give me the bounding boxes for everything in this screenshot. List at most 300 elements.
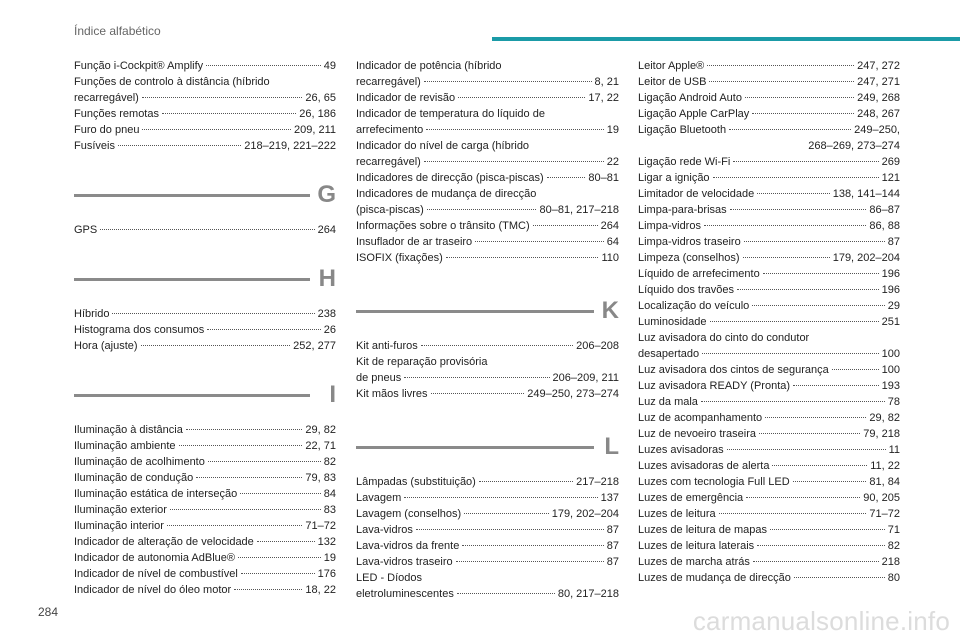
index-entry[interactable] bbox=[356, 106, 619, 138]
index-entry-term: Luminosidade bbox=[638, 316, 707, 328]
index-entry[interactable] bbox=[638, 442, 900, 458]
index-entry-term: Iluminação exterior bbox=[74, 504, 167, 516]
index-column-2 bbox=[356, 58, 619, 602]
index-entry-pages[interactable]: 249–250, 273–274 bbox=[527, 388, 619, 400]
index-entry[interactable] bbox=[638, 282, 900, 298]
index-entry-leader-row bbox=[356, 474, 619, 490]
index-entry-leader-row bbox=[638, 170, 900, 186]
leader-dots bbox=[719, 513, 867, 514]
index-entry-leader-row bbox=[638, 106, 900, 122]
index-entry-leader-row bbox=[356, 122, 619, 138]
index-entry-pages[interactable]: 19 bbox=[606, 124, 619, 136]
index-entry-leader-row bbox=[74, 338, 336, 354]
index-entry-pages[interactable]: 83 bbox=[323, 504, 336, 516]
index-entry-leader-row bbox=[356, 554, 619, 570]
index-entry-term: Iluminação à distância bbox=[74, 424, 183, 436]
index-entry-leader-row bbox=[638, 378, 900, 394]
index-entry-pages[interactable]: 26, 65 bbox=[305, 92, 336, 104]
index-entry-pages[interactable]: 196 bbox=[881, 268, 900, 280]
index-entry-pages[interactable]: 179, 202–204 bbox=[832, 252, 900, 264]
index-entry-leader-row bbox=[356, 538, 619, 554]
index-entry-term: Informações sobre o trânsito (TMC) bbox=[356, 220, 530, 232]
index-entry-term: Limpa-para-brisas bbox=[638, 204, 727, 216]
index-entry[interactable] bbox=[638, 202, 900, 218]
leader-dots bbox=[547, 177, 586, 178]
index-entry-pages[interactable]: 87 bbox=[606, 556, 619, 568]
index-entry[interactable] bbox=[356, 386, 619, 402]
index-entry[interactable] bbox=[356, 218, 619, 234]
index-entry-term: Insuflador de ar traseiro bbox=[356, 236, 473, 248]
leader-dots bbox=[730, 209, 867, 210]
section-letter: L bbox=[604, 433, 619, 460]
index-entry[interactable] bbox=[638, 74, 900, 90]
index-entry-leader-row bbox=[638, 346, 900, 362]
index-entry-leader-row bbox=[638, 90, 900, 106]
index-entry-leader-row bbox=[638, 522, 900, 538]
index-entry-text-line: LED - Díodos bbox=[356, 572, 423, 584]
index-entry-leader-row bbox=[638, 570, 900, 586]
index-entry-term: Luzes de leitura laterais bbox=[638, 540, 755, 552]
index-entry-leader-row bbox=[638, 506, 900, 522]
leader-dots bbox=[794, 577, 885, 578]
section-letter: G bbox=[317, 181, 336, 208]
leader-dots bbox=[141, 345, 291, 346]
index-entry-pages[interactable]: 132 bbox=[317, 536, 336, 548]
leader-dots bbox=[142, 97, 303, 98]
index-entry-pages[interactable]: 90, 205 bbox=[863, 492, 900, 504]
index-entry-term: Luzes avisadoras de alerta bbox=[638, 460, 770, 472]
index-entry-pages[interactable]: 71–72 bbox=[305, 520, 336, 532]
leader-dots bbox=[404, 497, 597, 498]
index-entry[interactable] bbox=[638, 538, 900, 554]
index-entry[interactable] bbox=[74, 502, 336, 518]
index-entry-term: eletroluminescentes bbox=[356, 588, 454, 600]
index-entry-pages[interactable]: 86–87 bbox=[869, 204, 900, 216]
index-entry-pages[interactable]: 179, 202–204 bbox=[551, 508, 619, 520]
index-entry[interactable] bbox=[74, 222, 336, 238]
index-entry-pages[interactable]: 87 bbox=[606, 540, 619, 552]
index-entry-text-line: Funções de controlo à distância (híbrido bbox=[74, 76, 270, 88]
index-entry-term: Iluminação de acolhimento bbox=[74, 456, 205, 468]
index-entry-pages[interactable]: 82 bbox=[323, 456, 336, 468]
index-entry-pages[interactable]: 22 bbox=[606, 156, 619, 168]
index-entry-pages[interactable]: 18, 22 bbox=[305, 584, 336, 596]
index-entry-pages[interactable]: 19 bbox=[323, 552, 336, 564]
leader-dots bbox=[701, 401, 885, 402]
index-entry-pages[interactable]: 29 bbox=[887, 300, 900, 312]
index-entry[interactable] bbox=[356, 506, 619, 522]
index-entry[interactable] bbox=[638, 410, 900, 426]
index-entry-term: Líquido dos travões bbox=[638, 284, 735, 296]
index-entry-term: Histograma dos consumos bbox=[74, 324, 205, 336]
letter-section-header bbox=[356, 294, 619, 328]
index-entry-pages[interactable]: 249–250, bbox=[854, 124, 900, 136]
index-entry-leader-row bbox=[356, 386, 619, 402]
index-entry[interactable] bbox=[638, 170, 900, 186]
index-entry[interactable] bbox=[638, 58, 900, 74]
index-entry-term: Leitor de USB bbox=[638, 76, 707, 88]
index-entry-pages[interactable]: 264 bbox=[600, 220, 619, 232]
index-entry-leader-row bbox=[356, 154, 619, 170]
index-entry-term: Leitor Apple® bbox=[638, 60, 705, 72]
index-entry-term: Indicador de alteração de velocidade bbox=[74, 536, 254, 548]
header-accent-bar bbox=[492, 37, 960, 41]
leader-dots bbox=[238, 557, 321, 558]
index-entry[interactable] bbox=[74, 582, 336, 598]
leader-dots bbox=[737, 289, 879, 290]
index-entry-term: Limpa-vidros traseiro bbox=[638, 236, 741, 248]
leader-dots bbox=[763, 273, 879, 274]
index-entry-leader-row bbox=[356, 74, 619, 90]
leader-dots bbox=[206, 65, 321, 66]
leader-dots bbox=[744, 241, 885, 242]
leader-dots bbox=[757, 193, 830, 194]
index-entry-pages[interactable]: 269 bbox=[881, 156, 900, 168]
index-entry[interactable] bbox=[638, 154, 900, 170]
index-entry[interactable] bbox=[74, 338, 336, 354]
index-entry-leader-row bbox=[638, 426, 900, 442]
leader-dots bbox=[462, 545, 603, 546]
index-entry-text-line: Indicador de temperatura do líquido de bbox=[356, 108, 545, 120]
index-entry-pages[interactable]: 11 bbox=[888, 444, 900, 456]
index-entry[interactable] bbox=[638, 106, 900, 122]
index-entry-pages[interactable]: 217–218 bbox=[576, 476, 619, 488]
index-entry[interactable] bbox=[356, 338, 619, 354]
index-entry-leader-row bbox=[638, 186, 900, 202]
index-entry[interactable] bbox=[356, 538, 619, 554]
index-entry[interactable] bbox=[356, 570, 619, 602]
index-entry[interactable] bbox=[74, 534, 336, 550]
leader-dots bbox=[208, 461, 321, 462]
index-entry[interactable] bbox=[74, 138, 336, 154]
leader-dots bbox=[765, 417, 866, 418]
index-entry-term: Indicador de nível do óleo motor bbox=[74, 584, 232, 596]
index-entry[interactable] bbox=[356, 554, 619, 570]
index-entry[interactable] bbox=[356, 186, 619, 218]
index-entry-term: Luz da mala bbox=[638, 396, 698, 408]
index-entry-pages[interactable]: 218 bbox=[881, 556, 900, 568]
index-entry-leader-row bbox=[638, 58, 900, 74]
page-header-title: Índice alfabético bbox=[74, 24, 161, 38]
index-entry[interactable] bbox=[74, 518, 336, 534]
index-entry-pages[interactable]: 80–81 bbox=[588, 172, 619, 184]
index-entry-pages[interactable]: 110 bbox=[601, 252, 619, 264]
leader-dots bbox=[404, 377, 549, 378]
index-entry-term: Lâmpadas (substituição) bbox=[356, 476, 476, 488]
index-entry-pages[interactable]: 206–208 bbox=[576, 340, 619, 352]
index-entry-text-line: Indicador de potência (híbrido bbox=[356, 60, 502, 72]
index-entry-term: recarregável) bbox=[356, 76, 421, 88]
index-entry[interactable] bbox=[356, 250, 619, 266]
index-entry-pages[interactable]: 249, 268 bbox=[857, 92, 900, 104]
index-entry[interactable] bbox=[74, 306, 336, 322]
index-entry[interactable] bbox=[74, 74, 336, 106]
index-entry[interactable] bbox=[356, 90, 619, 106]
index-entry-leader-row bbox=[638, 122, 900, 138]
letter-divider-rule bbox=[74, 394, 310, 397]
leader-dots bbox=[745, 97, 854, 98]
index-entry[interactable] bbox=[74, 550, 336, 566]
leader-dots bbox=[162, 113, 296, 114]
index-entry-leader-row bbox=[638, 394, 900, 410]
index-entry-pages[interactable]: 206–209, 211 bbox=[552, 372, 619, 384]
leader-dots bbox=[170, 509, 321, 510]
index-entry[interactable] bbox=[74, 486, 336, 502]
index-entry[interactable] bbox=[356, 170, 619, 186]
index-entry[interactable] bbox=[74, 454, 336, 470]
index-entry-leader-row bbox=[638, 442, 900, 458]
index-entry-leader-row bbox=[74, 222, 336, 238]
index-entry-leader-row bbox=[74, 566, 336, 582]
index-entry-leader-row bbox=[638, 490, 900, 506]
index-entry-pages[interactable]: 79, 83 bbox=[305, 472, 336, 484]
index-entry-pages[interactable]: 193 bbox=[881, 380, 900, 392]
letter-section-header bbox=[74, 262, 336, 296]
index-entry-leader-row bbox=[356, 234, 619, 250]
section-letter: I bbox=[329, 381, 336, 408]
index-entry-pages[interactable]: 17, 22 bbox=[588, 92, 619, 104]
index-entry[interactable] bbox=[638, 330, 900, 362]
index-entry-leader-row bbox=[638, 298, 900, 314]
leader-dots bbox=[118, 145, 241, 146]
index-entry[interactable] bbox=[638, 474, 900, 490]
index-entry-term: Fusíveis bbox=[74, 140, 115, 152]
index-entry-term: Lavagem (conselhos) bbox=[356, 508, 462, 520]
letter-section-header bbox=[74, 178, 336, 212]
index-entry[interactable] bbox=[356, 474, 619, 490]
leader-dots bbox=[167, 525, 303, 526]
index-entry-leader-row bbox=[74, 106, 336, 122]
index-entry-term: Iluminação de condução bbox=[74, 472, 194, 484]
index-entry-term: Ligação rede Wi-Fi bbox=[638, 156, 731, 168]
index-entry-leader-row bbox=[74, 58, 336, 74]
index-entry[interactable] bbox=[638, 362, 900, 378]
index-entry-leader-row bbox=[638, 266, 900, 282]
index-entry[interactable] bbox=[638, 506, 900, 522]
index-entry-pages[interactable]: 196 bbox=[881, 284, 900, 296]
leader-dots bbox=[753, 561, 879, 562]
index-entry-term: arrefecimento bbox=[356, 124, 424, 136]
index-entry-term: ISOFIX (fixações) bbox=[356, 252, 443, 264]
index-entry-leader-row bbox=[74, 486, 336, 502]
index-entry[interactable] bbox=[356, 354, 619, 386]
index-entry[interactable] bbox=[74, 322, 336, 338]
index-entry[interactable] bbox=[638, 394, 900, 410]
index-entry[interactable] bbox=[638, 90, 900, 106]
index-entry-pages[interactable]: 71–72 bbox=[869, 508, 900, 520]
index-entry-text-line: Kit de reparação provisória bbox=[356, 356, 488, 368]
leader-dots bbox=[702, 353, 878, 354]
leader-dots bbox=[533, 225, 598, 226]
index-entry-leader-row bbox=[356, 506, 619, 522]
leader-dots bbox=[456, 561, 604, 562]
index-column-1 bbox=[74, 58, 336, 598]
index-entry-pages[interactable]: 176 bbox=[317, 568, 336, 580]
index-entry-pages[interactable]: 26, 186 bbox=[299, 108, 336, 120]
index-entry-pages[interactable]: 86, 88 bbox=[869, 220, 900, 232]
index-entry-leader-row bbox=[638, 314, 900, 330]
index-entry[interactable] bbox=[638, 122, 900, 154]
index-entry-pages[interactable]: 252, 277 bbox=[293, 340, 336, 352]
index-entry-pages[interactable]: 248, 267 bbox=[857, 108, 900, 120]
index-entry-pages[interactable]: 82 bbox=[887, 540, 900, 552]
index-entry[interactable] bbox=[638, 570, 900, 586]
index-entry-pages[interactable]: 22, 71 bbox=[305, 440, 336, 452]
index-entry[interactable] bbox=[638, 458, 900, 474]
index-entry-pages[interactable]: 80 bbox=[887, 572, 900, 584]
leader-dots bbox=[759, 433, 860, 434]
index-entry-leader-row bbox=[638, 154, 900, 170]
index-entry-pages[interactable]: 247, 272 bbox=[857, 60, 900, 72]
index-entry-pages[interactable]: 137 bbox=[600, 492, 619, 504]
index-entry[interactable] bbox=[74, 470, 336, 486]
index-entry-leader-row bbox=[356, 370, 619, 386]
index-entry-leader-row bbox=[74, 518, 336, 534]
index-entry[interactable] bbox=[74, 438, 336, 454]
leader-dots bbox=[241, 573, 315, 574]
index-entry[interactable] bbox=[356, 138, 619, 170]
index-entry-term: Furo do pneu bbox=[74, 124, 140, 136]
index-entry-pages[interactable]: 78 bbox=[887, 396, 900, 408]
index-entry[interactable] bbox=[638, 266, 900, 282]
index-entry-pages[interactable]: 87 bbox=[887, 236, 900, 248]
leader-dots bbox=[196, 477, 302, 478]
leader-dots bbox=[729, 129, 851, 130]
index-entry-term: Luzes de marcha atrás bbox=[638, 556, 750, 568]
index-entry-pages[interactable]: 87 bbox=[606, 524, 619, 536]
index-entry-pages[interactable]: 100 bbox=[881, 364, 900, 376]
index-entry[interactable] bbox=[74, 106, 336, 122]
leader-dots bbox=[207, 329, 321, 330]
index-entry-term: Iluminação interior bbox=[74, 520, 164, 532]
leader-dots bbox=[458, 97, 585, 98]
index-entry-pages[interactable]: 81, 84 bbox=[869, 476, 900, 488]
index-entry-pages[interactable]: 8, 21 bbox=[594, 76, 619, 88]
index-entry[interactable] bbox=[638, 426, 900, 442]
index-entry-term: GPS bbox=[74, 224, 98, 236]
index-entry-pages[interactable]: 251 bbox=[881, 316, 900, 328]
letter-section-header bbox=[356, 430, 619, 464]
index-entry-leader-row bbox=[638, 410, 900, 426]
index-entry-leader-row bbox=[638, 538, 900, 554]
index-entry-pages[interactable]: 29, 82 bbox=[869, 412, 900, 424]
index-entry-pages[interactable]: 247, 271 bbox=[857, 76, 900, 88]
index-entry-pages[interactable]: 11, 22 bbox=[870, 460, 900, 472]
index-entry[interactable] bbox=[638, 314, 900, 330]
index-entry[interactable] bbox=[74, 122, 336, 138]
leader-dots bbox=[710, 321, 879, 322]
index-entry-leader-row bbox=[638, 234, 900, 250]
index-entry[interactable] bbox=[74, 58, 336, 74]
index-entry-term: Limpeza (conselhos) bbox=[638, 252, 740, 264]
index-entry[interactable] bbox=[638, 490, 900, 506]
index-entry[interactable] bbox=[638, 522, 900, 538]
index-entry-pages[interactable]: 80–81, 217–218 bbox=[539, 204, 619, 216]
leader-dots bbox=[757, 545, 885, 546]
index-entry-pages[interactable]: 100 bbox=[881, 348, 900, 360]
index-entry-pages[interactable]: 138, 141–144 bbox=[832, 188, 900, 200]
index-entry-pages-continued[interactable]: 268–269, 273–274 bbox=[808, 140, 900, 152]
index-entry-leader-row bbox=[74, 502, 336, 518]
index-entry[interactable] bbox=[356, 490, 619, 506]
index-entry-term: Luzes de emergência bbox=[638, 492, 744, 504]
index-entry-leader-row bbox=[638, 202, 900, 218]
index-entry[interactable] bbox=[638, 234, 900, 250]
leader-dots bbox=[727, 449, 886, 450]
index-entry-leader-row bbox=[638, 218, 900, 234]
leader-dots bbox=[793, 481, 867, 482]
index-entry[interactable] bbox=[638, 378, 900, 394]
index-entry-term: Luzes de leitura de mapas bbox=[638, 524, 768, 536]
index-entry-pages[interactable]: 79, 218 bbox=[863, 428, 900, 440]
index-entry[interactable] bbox=[356, 58, 619, 90]
index-entry-pages[interactable]: 71 bbox=[887, 524, 900, 536]
index-entry-term: recarregável) bbox=[356, 156, 421, 168]
index-entry-pages[interactable]: 218–219, 221–222 bbox=[244, 140, 336, 152]
index-entry-leader-row bbox=[356, 586, 619, 602]
index-entry-leader-row bbox=[638, 362, 900, 378]
letter-divider-rule bbox=[356, 310, 594, 313]
index-entry-pages[interactable]: 64 bbox=[606, 236, 619, 248]
index-entry[interactable] bbox=[638, 554, 900, 570]
index-entry[interactable] bbox=[74, 566, 336, 582]
index-entry[interactable] bbox=[638, 298, 900, 314]
index-entry-term: Indicadores de direcção (pisca-piscas) bbox=[356, 172, 544, 184]
index-entry[interactable] bbox=[74, 422, 336, 438]
index-entry-term: Lava-vidros traseiro bbox=[356, 556, 453, 568]
index-entry[interactable] bbox=[638, 250, 900, 266]
index-entry-pages[interactable]: 29, 82 bbox=[305, 424, 336, 436]
index-entry-term: Ligação Apple CarPlay bbox=[638, 108, 750, 120]
index-entry-term: Luzes de mudança de direcção bbox=[638, 572, 791, 584]
index-entry-leader-row bbox=[74, 422, 336, 438]
index-entry-pages[interactable]: 264 bbox=[317, 224, 336, 236]
index-entry-pages[interactable]: 49 bbox=[323, 60, 336, 72]
index-entry-leader-row bbox=[638, 250, 900, 266]
page-number: 284 bbox=[38, 605, 59, 619]
leader-dots bbox=[793, 385, 879, 386]
letter-divider-rule bbox=[74, 278, 310, 281]
index-entry-pages[interactable]: 26 bbox=[323, 324, 336, 336]
leader-dots bbox=[832, 369, 879, 370]
index-entry-pages[interactable]: 121 bbox=[881, 172, 900, 184]
index-entry-pages[interactable]: 84 bbox=[323, 488, 336, 500]
index-entry-term: Lavagem bbox=[356, 492, 402, 504]
index-entry[interactable] bbox=[356, 522, 619, 538]
index-entry-pages[interactable]: 80, 217–218 bbox=[557, 588, 619, 600]
index-entry[interactable] bbox=[638, 218, 900, 234]
index-entry[interactable] bbox=[638, 186, 900, 202]
index-entry-term: Lava-vidros da frente bbox=[356, 540, 460, 552]
leader-dots bbox=[234, 589, 302, 590]
index-entry-pages[interactable]: 209, 211 bbox=[293, 124, 336, 136]
index-entry-term: (pisca-piscas) bbox=[356, 204, 424, 216]
index-entry-term: Ligação Bluetooth bbox=[638, 124, 727, 136]
index-entry-text-line: Indicador do nível de carga (híbrido bbox=[356, 140, 530, 152]
section-letter: K bbox=[601, 297, 619, 324]
index-entry-term: Kit anti-furos bbox=[356, 340, 418, 352]
index-entry-term: Função i-Cockpit® Amplify bbox=[74, 60, 204, 72]
leader-dots bbox=[424, 81, 592, 82]
leader-dots bbox=[752, 113, 854, 114]
index-entry-term: desapertado bbox=[638, 348, 700, 360]
letter-section-header bbox=[74, 378, 336, 412]
index-entry[interactable] bbox=[356, 234, 619, 250]
leader-dots bbox=[752, 305, 884, 306]
index-entry-term: Indicador de revisão bbox=[356, 92, 456, 104]
index-entry-pages[interactable]: 238 bbox=[317, 308, 336, 320]
index-entry-leader-row bbox=[74, 90, 336, 106]
